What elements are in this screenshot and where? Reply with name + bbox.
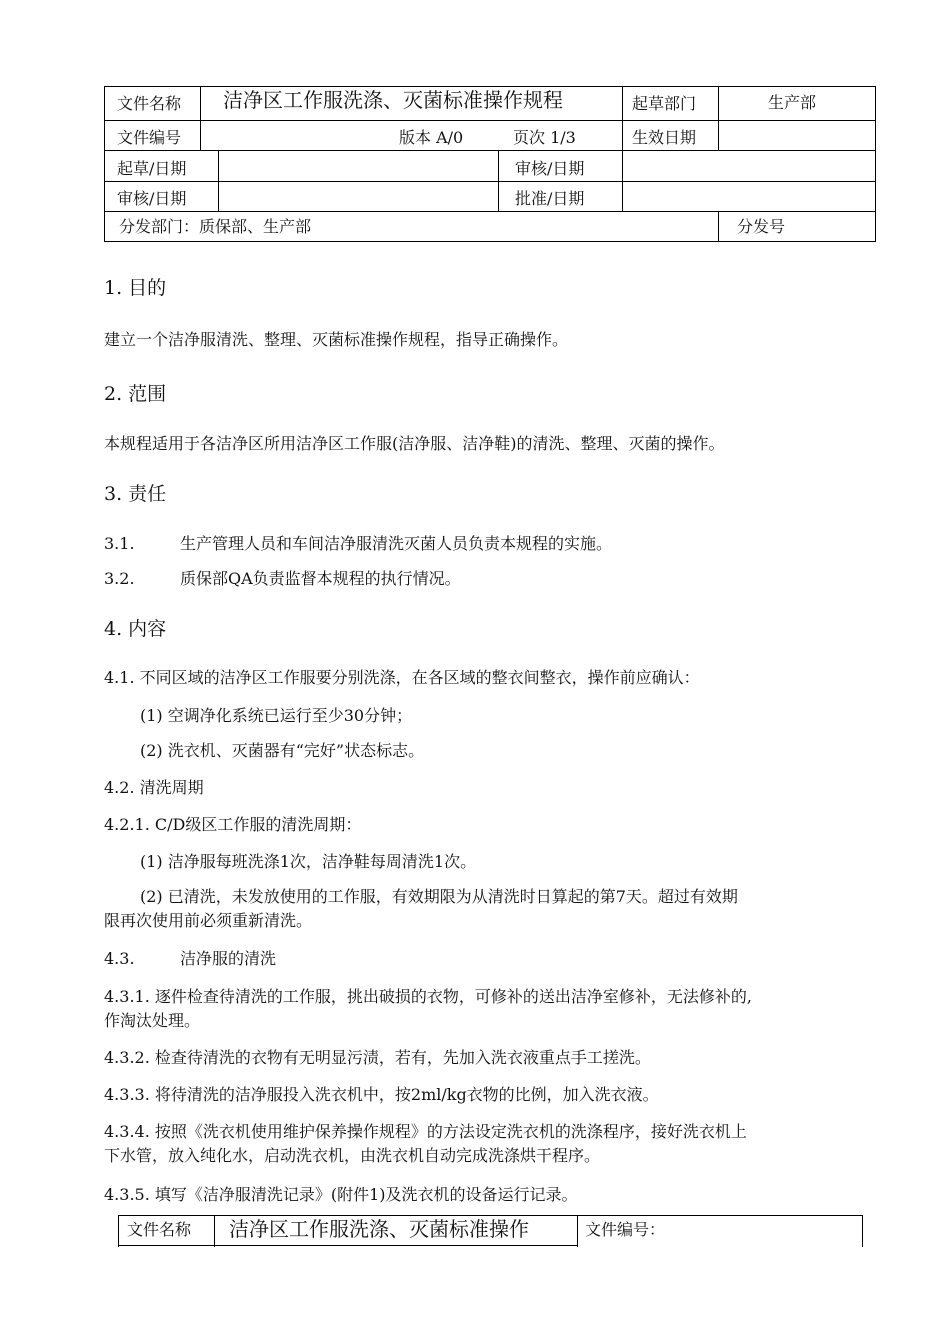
col-divider (498, 150, 499, 211)
version: 版本 A/0 (399, 128, 464, 147)
section-4-title: 4. 内容 (104, 618, 167, 640)
clause-4-3-2: 4.3.2. 检查待清洗的衣物有无明显污渍，若有，先加入洗衣液重点手工搓洗。 (104, 1048, 651, 1067)
clause-4-3-4-cont: 下水管，放入纯化水，启动洗衣机，由洗衣机自动完成洗涤烘干程序。 (104, 1146, 601, 1165)
effective-date-label: 生效日期 (632, 128, 697, 147)
clause-4-2-1-item-1: (1) 洁净服每班洗涤1次，洁净鞋每周清洗1次。 (140, 852, 477, 871)
clause-4-1-item-1: (1) 空调净化系统已运行至少30分钟； (140, 706, 413, 725)
section-1-body: 建立一个洁净服清洗、整理、灭菌标准操作规程，指导正确操作。 (104, 330, 569, 349)
footer-doc-name-value: 洁净区工作服洗涤、灭菌标准操作 (229, 1217, 529, 1241)
drafter-label: 起草/日期 (117, 159, 187, 178)
distribution: 分发部门：质保部、生产部 (119, 217, 312, 236)
col-divider (862, 1216, 863, 1247)
footer-doc-name-label: 文件名称 (127, 1220, 192, 1239)
distribution-no-label: 分发号 (737, 217, 786, 236)
section-2-body: 本规程适用于各洁净区所用洁净区工作服(洁净服、洁净鞋)的清洗、整理、灭菌的操作。 (104, 434, 725, 453)
reviewer-label-2: 审核/日期 (117, 189, 187, 208)
col-divider (577, 1216, 578, 1247)
section-2-title: 2. 范围 (104, 383, 167, 405)
col-divider (718, 87, 719, 150)
clause-4-2-1-item-2-cont: 限再次使用前必须重新清洗。 (104, 911, 313, 930)
section-1-title: 1. 目的 (104, 277, 167, 299)
clause-4-3-5: 4.3.5. 填写《洁净服清洗记录》(附件1)及洗衣机的设备运行记录。 (104, 1185, 578, 1204)
section-3-1-text: 生产管理人员和车间洁净服清洗灭菌人员负责本规程的实施。 (180, 534, 613, 553)
draft-dept-value: 生产部 (768, 93, 817, 112)
doc-name-value: 洁净区工作服洗涤、灭菌标准操作规程 (223, 88, 563, 112)
row-divider (105, 211, 875, 212)
doc-name-label: 文件名称 (117, 94, 182, 113)
clause-4-3-text: 洁净服的清洗 (180, 949, 277, 968)
draft-dept-label: 起草部门 (632, 94, 697, 113)
clause-4-3-number: 4.3. (104, 949, 135, 968)
clause-4-2: 4.2. 清洗周期 (104, 778, 204, 797)
col-divider (218, 150, 219, 211)
footer-doc-no-label: 文件编号： (585, 1220, 666, 1239)
clause-4-3-1: 4.3.1. 逐件检查待清洗的工作服，挑出破损的衣物，可修补的送出洁净室修补，无法修补的, (104, 987, 752, 1006)
section-3-2-number: 3.2. (104, 569, 135, 588)
row-divider (105, 181, 875, 182)
col-divider (718, 211, 719, 242)
col-divider (200, 87, 201, 150)
clause-4-2-1-item-2: (2) 已清洗，未发放使用的工作服，有效期限为从清洗时日算起的第7天。超过有效期 (140, 887, 738, 906)
page-count: 页次 1/3 (513, 128, 576, 147)
row-divider (105, 120, 875, 121)
next-page-header-table (118, 1215, 863, 1247)
section-3-2-text: 质保部QA负责监督本规程的执行情况。 (180, 569, 461, 588)
row-divider (105, 150, 875, 151)
doc-no-label: 文件编号 (117, 128, 182, 147)
clause-4-3-1-cont: 作淘汰处理。 (104, 1011, 201, 1030)
clause-4-2-1: 4.2.1. C/D级区工作服的清洗周期： (104, 815, 362, 834)
header-table (104, 86, 876, 242)
clause-4-3-3: 4.3.3. 将待清洗的洁净服投入洗衣机中，按2ml/kg衣物的比例，加入洗衣液。 (104, 1085, 659, 1104)
approver-label: 批准/日期 (515, 189, 585, 208)
clause-4-1: 4.1. 不同区域的洁净区工作服要分别洗涤，在各区域的整衣间整衣，操作前应确认： (104, 668, 700, 687)
clause-4-1-item-2: (2) 洗衣机、灭菌器有“完好”状态标志。 (140, 741, 425, 760)
section-3-title: 3. 责任 (104, 483, 167, 505)
col-divider (622, 87, 623, 211)
section-3-1-number: 3.1. (104, 534, 135, 553)
clause-4-3-4: 4.3.4. 按照《洗衣机使用维护保养操作规程》的方法设定洗衣机的洗涤程序，接好洗衣机上 (104, 1122, 747, 1141)
col-divider (214, 1216, 215, 1247)
reviewer-label: 审核/日期 (515, 159, 585, 178)
row-divider (119, 1245, 577, 1246)
